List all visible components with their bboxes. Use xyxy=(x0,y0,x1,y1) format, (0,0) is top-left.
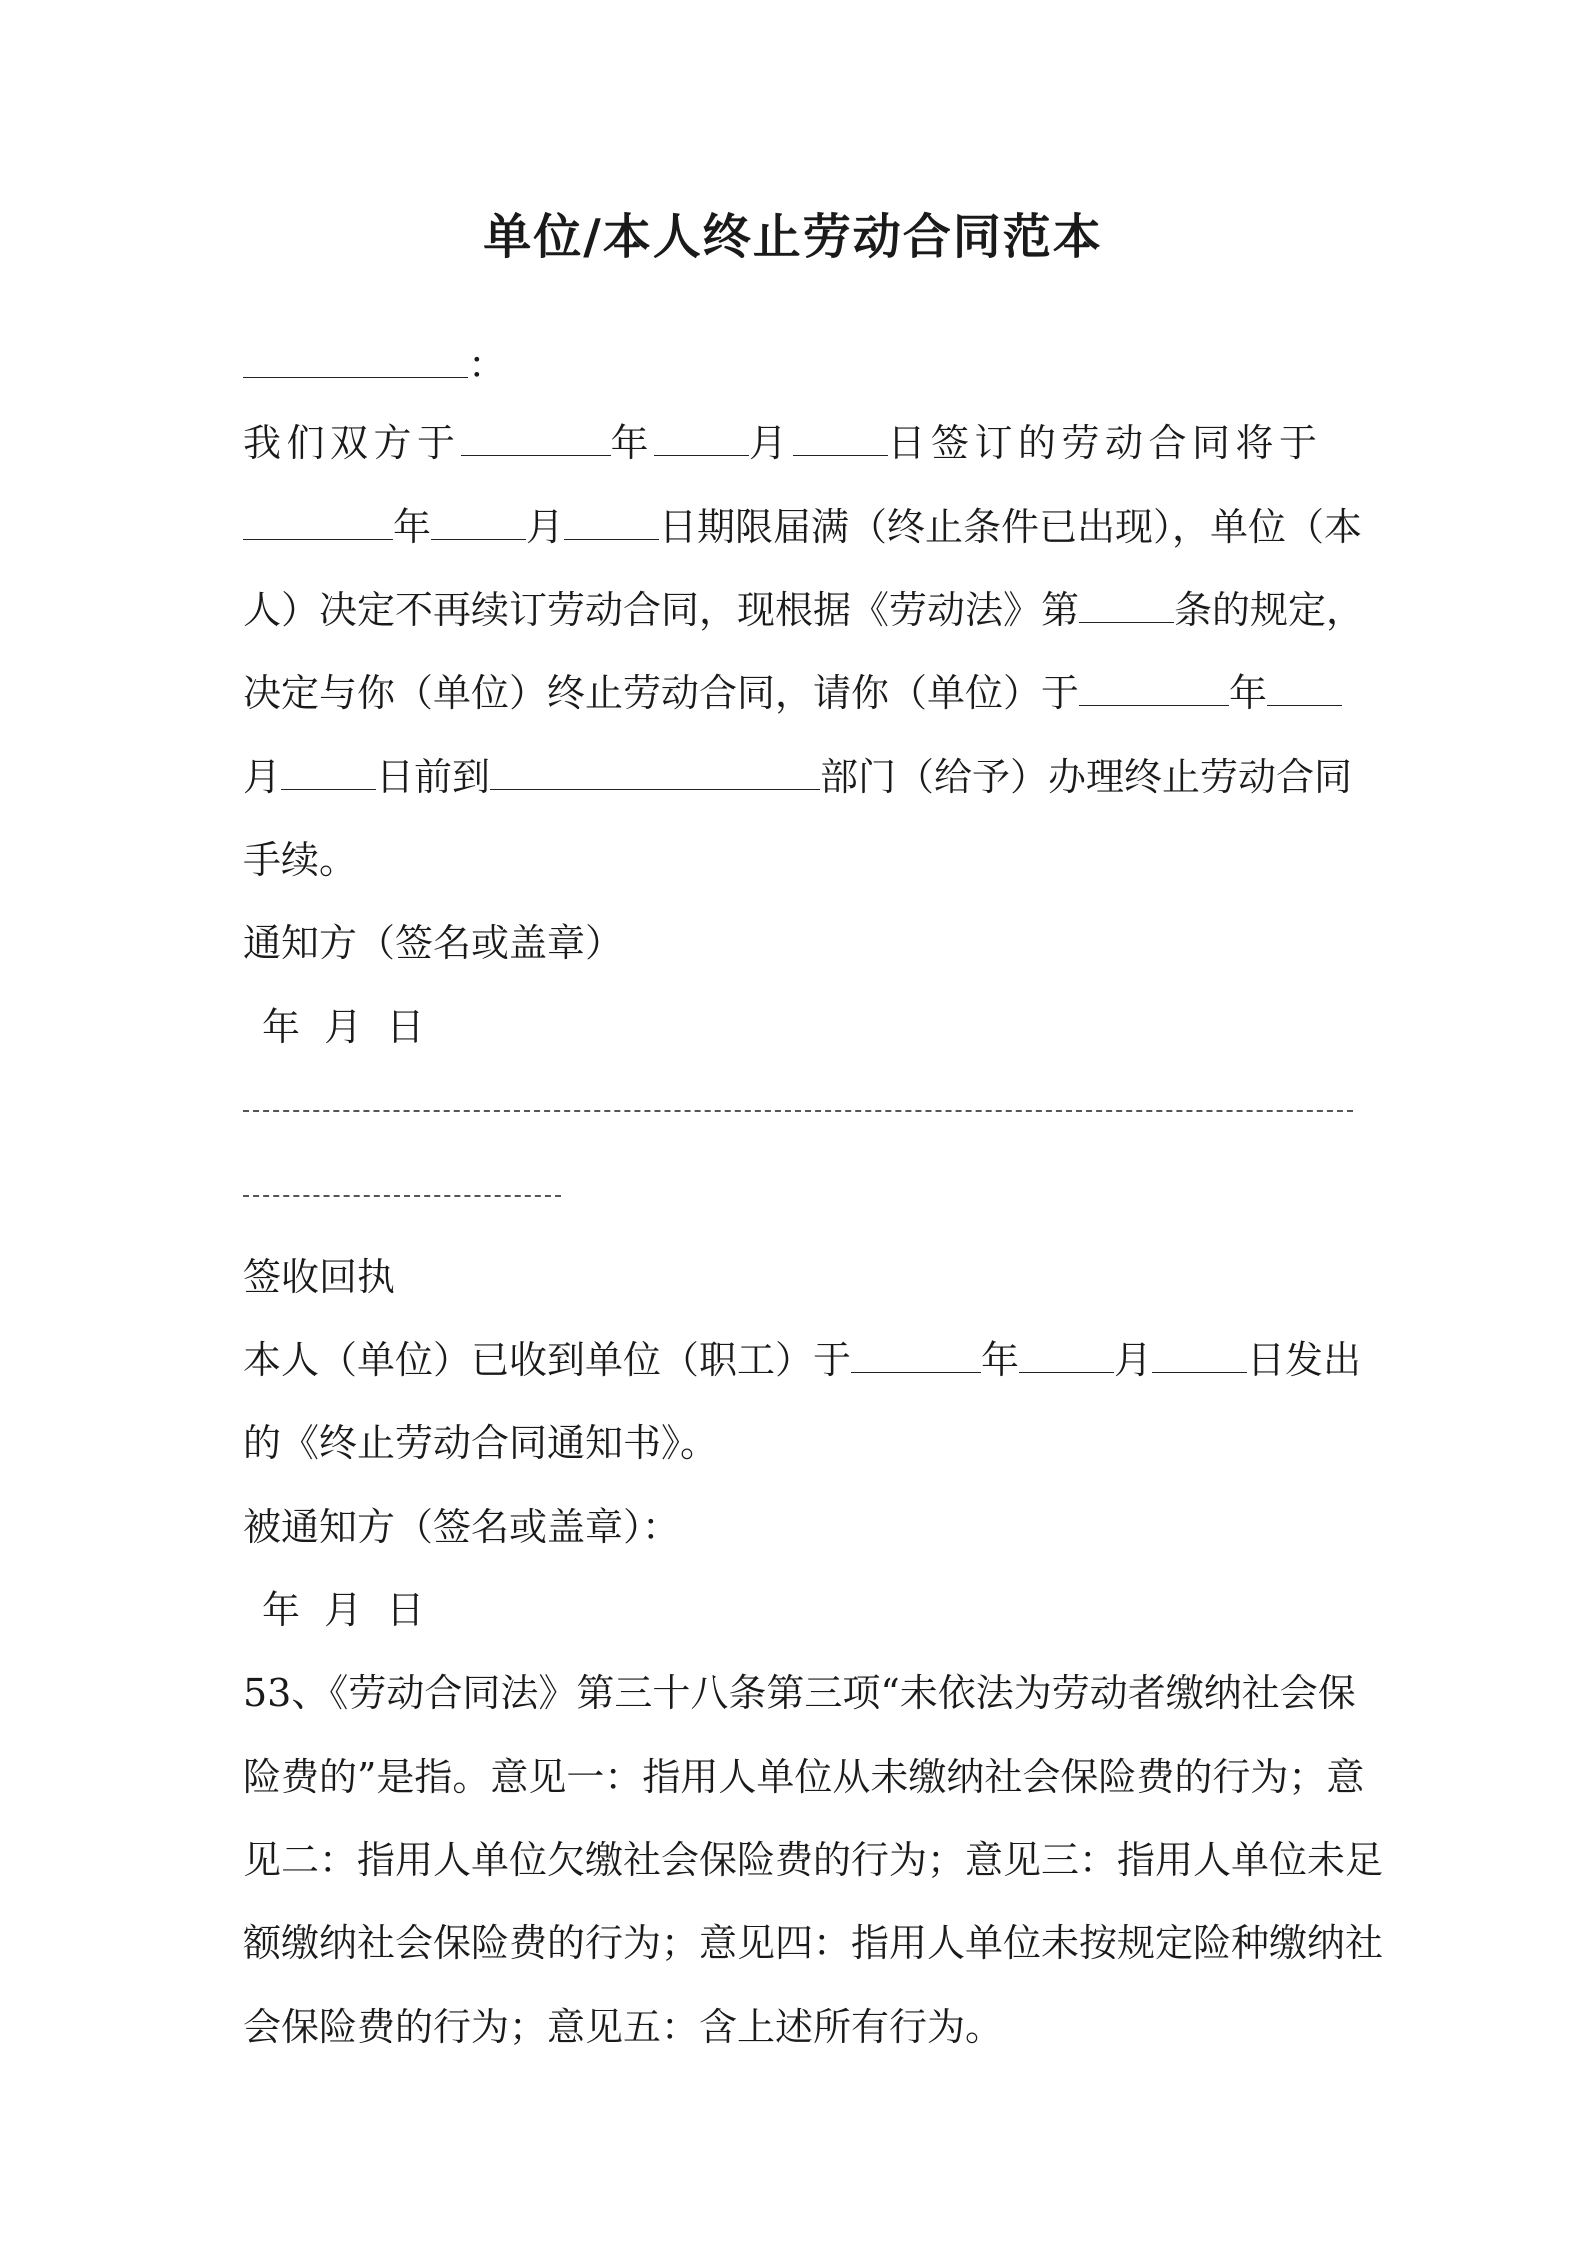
notice-text: 条的规定， xyxy=(1174,588,1365,632)
recipient-blank[interactable] xyxy=(243,347,468,378)
cut-line-dashes-tail xyxy=(243,1195,561,1197)
sign-month-blank[interactable] xyxy=(654,425,749,456)
notice-text: 人）决定不再续订劳动合同，现根据《劳动法》第 xyxy=(243,588,1080,632)
notice-text: 我们双方于 xyxy=(243,421,461,465)
notice-text: 日前到 xyxy=(376,755,491,799)
receipt-month-blank[interactable] xyxy=(1019,1342,1114,1373)
expiry-day-blank[interactable] xyxy=(564,509,659,540)
receipt-text: 月 xyxy=(1114,1338,1153,1382)
notice-text: 日签订的劳动合同将于 xyxy=(887,421,1323,465)
receipt-text: 日发出 xyxy=(1247,1338,1362,1382)
sign-year-blank[interactable] xyxy=(461,425,611,456)
notified-signature-label: 被通知方（签名或盖章）： xyxy=(243,1505,681,1549)
salutation-line xyxy=(243,340,506,390)
receipt-line-2: 的《终止劳动合同通知书》。 xyxy=(243,1421,719,1465)
notice-text: 决定与你（单位）终止劳动合同，请你（单位）于 xyxy=(243,671,1080,715)
notice-line-5 xyxy=(243,752,1352,802)
handle-year-blank[interactable] xyxy=(1079,675,1229,706)
item53-line: 53、《劳动合同法》第三十八条第三项“未依法为劳动者缴纳社会保 xyxy=(243,1671,1356,1715)
item53-line: 险费的”是指。意见一：指用人单位从未缴纳社会保险费的行为；意 xyxy=(243,1755,1365,1799)
item53-line: 额缴纳社会保险费的行为；意见四：指用人单位未按规定险种缴纳社 xyxy=(243,1921,1384,1965)
receipt-text: 年 xyxy=(981,1338,1020,1382)
receipt-heading: 签收回执 xyxy=(243,1255,396,1299)
notified-date: 年 月 日 xyxy=(262,1588,425,1632)
receipt-day-blank[interactable] xyxy=(1152,1342,1247,1373)
receipt-year-blank[interactable] xyxy=(851,1342,981,1373)
notice-line-3 xyxy=(243,585,1364,635)
handle-day-blank[interactable] xyxy=(281,759,376,790)
notice-text: 部门（给予）办理终止劳动合同 xyxy=(820,755,1353,799)
document-title: 单位/本人终止劳动合同范本 xyxy=(483,209,1103,265)
receipt-text: 本人（单位）已收到单位（职工）于 xyxy=(243,1338,852,1382)
receipt-line-1 xyxy=(243,1335,1361,1385)
notice-line-2 xyxy=(243,502,1362,552)
handle-month-blank-tail[interactable] xyxy=(1267,675,1342,706)
notice-line-4 xyxy=(243,668,1342,718)
item53-line: 见二：指用人单位欠缴社会保险费的行为；意见三：指用人单位未足 xyxy=(243,1838,1384,1882)
notice-text: 月 xyxy=(243,755,282,799)
notice-text: 日期限届满（终止条件已出现），单位（本 xyxy=(659,505,1363,549)
expiry-month-blank[interactable] xyxy=(431,509,526,540)
notice-text: 月 xyxy=(526,505,565,549)
notice-text: 年 xyxy=(393,505,432,549)
notice-text: 年 xyxy=(1229,671,1268,715)
item53-line: 会保险费的行为；意见五：含上述所有行为。 xyxy=(243,2005,1004,2049)
cut-line-dashes xyxy=(243,1110,1353,1112)
department-blank[interactable] xyxy=(490,759,820,790)
notifier-date: 年 月 日 xyxy=(262,1005,425,1049)
expiry-year-blank[interactable] xyxy=(243,509,393,540)
salutation-colon: ： xyxy=(468,343,507,387)
notifier-signature-label: 通知方（签名或盖章） xyxy=(243,921,624,965)
notice-line-6: 手续。 xyxy=(243,838,358,882)
notice-text: 月 xyxy=(749,421,793,465)
notice-text: 年 xyxy=(610,421,655,465)
article-number-blank[interactable] xyxy=(1079,592,1174,623)
sign-day-blank[interactable] xyxy=(793,425,888,456)
notice-line-1 xyxy=(243,418,1323,468)
